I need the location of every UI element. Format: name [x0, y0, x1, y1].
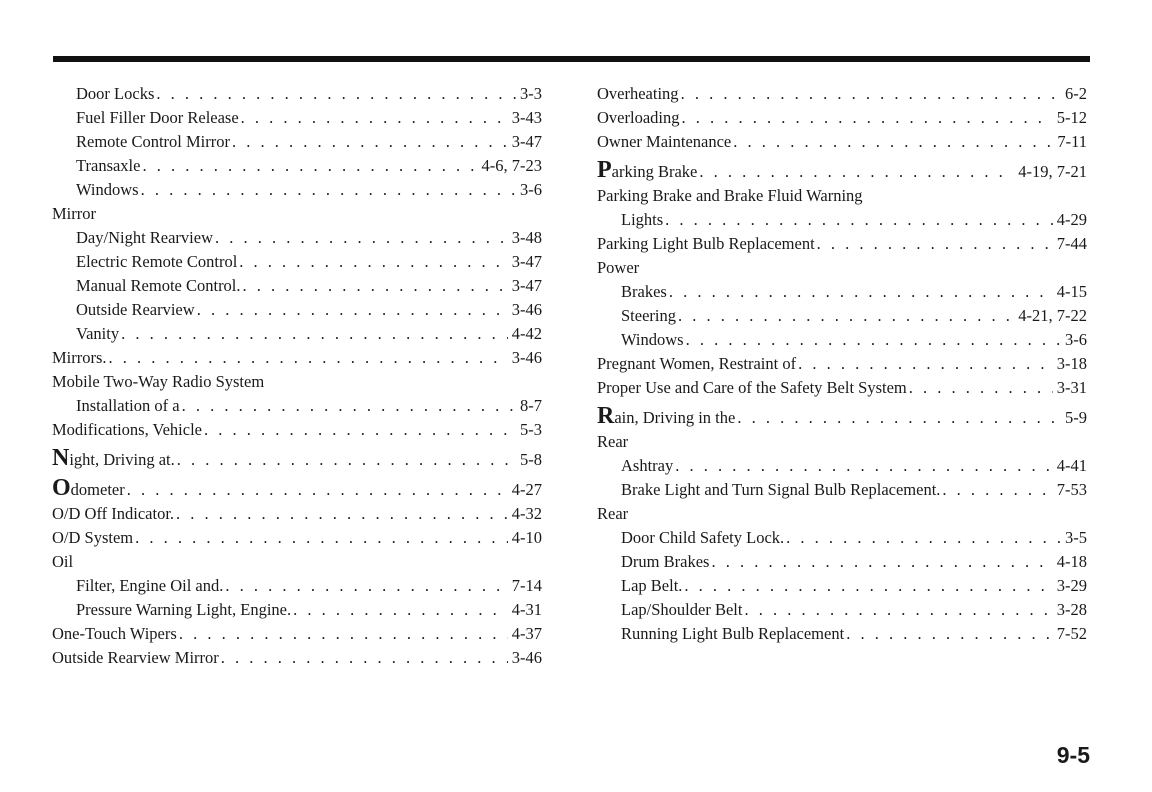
entry-term: Pressure Warning Light, Engine.: [76, 600, 292, 619]
index-heading-rear: Rear: [597, 432, 629, 451]
entry-term-rest: dometer: [70, 480, 125, 499]
entry-term: Windows: [76, 180, 139, 199]
entry-page: 4-31: [511, 600, 542, 619]
dot-leader: [107, 346, 508, 370]
entry-term: Fuel Filler Door Release: [76, 108, 239, 127]
entry-page: 7-44: [1056, 234, 1087, 253]
entry-term: Manual Remote Control.: [76, 276, 241, 295]
index-entry-od-system: [52, 526, 542, 550]
index-heading-mobile-radio: Mobile Two-Way Radio System: [52, 372, 265, 391]
index-entry-door-child: [597, 526, 1087, 550]
index-entry-transaxle: [52, 154, 542, 178]
entry-page: 3-47: [511, 132, 542, 151]
dot-leader: [241, 274, 508, 298]
index-entry-pregnant: [597, 352, 1087, 376]
entry-page: 7-53: [1056, 480, 1087, 499]
entry-term: Day/Night Rearview: [76, 228, 214, 247]
entry-term-rest: ight, Driving at.: [69, 450, 175, 469]
entry-page: 4-32: [511, 504, 542, 523]
index-entry-parking-light-bulb: [597, 232, 1087, 256]
dot-leader: [154, 82, 516, 106]
entry-term: Proper Use and Care of the Safety Belt System: [597, 378, 907, 397]
entry-page: 3-18: [1056, 354, 1087, 373]
entry-page: 3-28: [1056, 600, 1087, 619]
entry-term: Lap/Shoulder Belt: [621, 600, 743, 619]
entry-page: 4-29: [1056, 210, 1087, 229]
dot-leader: [679, 82, 1061, 106]
index-column-right: [597, 82, 1087, 646]
index-entry-lights: [597, 208, 1087, 232]
entry-term: Lap Belt.: [621, 576, 683, 595]
section-letter: O: [52, 475, 71, 501]
entry-page: 3-46: [511, 348, 542, 367]
entry-term: Electric Remote Control: [76, 252, 238, 271]
index-entry-remote-mirror: [52, 130, 542, 154]
entry-term-rest: arking Brake: [611, 162, 698, 181]
section-letter: R: [597, 403, 615, 429]
index-entry-rain: [597, 403, 1087, 430]
entry-page: 3-47: [511, 276, 542, 295]
index-entry-brakes: [597, 280, 1087, 304]
dot-leader: [230, 130, 508, 154]
dot-leader: [709, 550, 1052, 574]
entry-term: Windows: [621, 330, 684, 349]
index-entry-pressure-warning: [52, 598, 542, 622]
entry-term: Mirrors.: [52, 348, 107, 367]
index-entry-windows: [52, 178, 542, 202]
index-entry-installation: [52, 394, 542, 418]
index-entry-overloading: [597, 106, 1087, 130]
entry-term: Brake Light and Turn Signal Bulb Replacement.: [621, 480, 941, 499]
dot-leader: [679, 106, 1052, 130]
index-entry-overheating: [597, 82, 1087, 106]
dot-leader: [219, 646, 508, 670]
entry-term: [52, 445, 175, 472]
index-entry-vanity: [52, 322, 542, 346]
section-letter: N: [52, 445, 70, 471]
dot-leader: [177, 622, 508, 646]
index-entry-owner-maintenance: [597, 130, 1087, 154]
entry-page: 3-46: [511, 648, 542, 667]
index-entry-lap-belt: [597, 574, 1087, 598]
entry-page: 4-6, 7-23: [481, 156, 542, 175]
entry-page: 3-5: [1065, 528, 1087, 547]
entry-page: 7-11: [1057, 132, 1087, 151]
dot-leader: [119, 322, 508, 346]
dot-leader: [223, 574, 507, 598]
entry-page: 5-8: [520, 450, 542, 469]
entry-term: Overheating: [597, 84, 679, 103]
index-heading-parking-fluid: Parking Brake and Brake Fluid Warning: [597, 186, 863, 205]
index-column-left: [52, 82, 542, 670]
dot-leader: [239, 106, 508, 130]
section-letter: P: [597, 157, 612, 183]
entry-term: Parking Light Bulb Replacement: [597, 234, 815, 253]
dot-leader: [125, 478, 508, 502]
index-entry-modifications: [52, 418, 542, 442]
entry-page: 7-52: [1056, 624, 1087, 643]
entry-term: Brakes: [621, 282, 667, 301]
dot-leader: [174, 502, 508, 526]
dot-leader: [735, 406, 1061, 430]
index-entry-lap-shoulder: [597, 598, 1087, 622]
entry-page: 3-6: [1065, 330, 1087, 349]
index-entry-mirrors: [52, 346, 542, 370]
index-entry-brake-light: [597, 478, 1087, 502]
entry-page: 4-10: [511, 528, 542, 547]
dot-leader: [673, 454, 1053, 478]
entry-page: 4-42: [511, 324, 542, 343]
entry-page: 4-21, 7-22: [1018, 306, 1087, 325]
entry-term: Filter, Engine Oil and.: [76, 576, 224, 595]
entry-term: Overloading: [597, 108, 680, 127]
index-entry-steering: [597, 304, 1087, 328]
dot-leader: [291, 598, 508, 622]
entry-page: 5-12: [1056, 108, 1087, 127]
entry-term: Installation of a: [76, 396, 180, 415]
index-entry-one-touch: [52, 622, 542, 646]
entry-term: Outside Rearview Mirror: [52, 648, 219, 667]
entry-page: 3-3: [520, 84, 542, 103]
entry-page: 3-31: [1056, 378, 1087, 397]
index-entry-proper-use: [597, 376, 1087, 400]
entry-term: O/D Off Indicator.: [52, 504, 175, 523]
index-heading-mirror: Mirror: [52, 204, 96, 223]
index-entry-power-windows: [597, 328, 1087, 352]
entry-page: 3-46: [511, 300, 542, 319]
dot-leader: [180, 394, 516, 418]
index-entry-ashtray: [597, 454, 1087, 478]
index-entry-fuel-filler: [52, 106, 542, 130]
entry-page: 3-47: [511, 252, 542, 271]
dot-leader: [796, 352, 1053, 376]
dot-leader: [237, 250, 507, 274]
dot-leader: [139, 178, 516, 202]
dot-leader: [940, 478, 1052, 502]
entry-page: 5-3: [520, 420, 542, 439]
entry-term: Transaxle: [76, 156, 141, 175]
index-entry-od-off: [52, 502, 542, 526]
dot-leader: [140, 154, 477, 178]
entry-term: Door Child Safety Lock.: [621, 528, 785, 547]
dot-leader: [684, 328, 1061, 352]
dot-leader: [682, 574, 1052, 598]
dot-leader: [731, 130, 1053, 154]
entry-page: 3-43: [511, 108, 542, 127]
dot-leader: [844, 622, 1053, 646]
entry-page: 7-14: [511, 576, 542, 595]
entry-term: Ashtray: [621, 456, 674, 475]
index-entry-outside-rearview: [52, 298, 542, 322]
entry-page: 4-15: [1056, 282, 1087, 301]
entry-page: 4-27: [511, 480, 542, 499]
index-entry-day-night: [52, 226, 542, 250]
entry-term: Pregnant Women, Restraint of: [597, 354, 797, 373]
index-entry-odometer: [52, 475, 542, 502]
index-heading-oil: Oil: [52, 552, 74, 571]
entry-term: [597, 403, 736, 430]
dot-leader: [213, 226, 508, 250]
dot-leader: [676, 304, 1014, 328]
entry-term-rest: ain, Driving in the: [614, 408, 736, 427]
entry-term: [52, 475, 125, 502]
index-entry-electric-remote: [52, 250, 542, 274]
entry-term: Remote Control Mirror: [76, 132, 230, 151]
index-entry-manual-remote: [52, 274, 542, 298]
index-heading-power: Power: [597, 258, 640, 277]
entry-term: One-Touch Wipers: [52, 624, 177, 643]
dot-leader: [133, 526, 508, 550]
entry-term: Running Light Bulb Replacement: [621, 624, 845, 643]
entry-page: 3-29: [1056, 576, 1087, 595]
index-entry-door-locks: [52, 82, 542, 106]
dot-leader: [815, 232, 1053, 256]
entry-page: 4-37: [511, 624, 542, 643]
dot-leader: [195, 298, 508, 322]
entry-term: Lights: [621, 210, 664, 229]
entry-term: Owner Maintenance: [597, 132, 732, 151]
header-rule: [53, 56, 1090, 62]
entry-page: 4-18: [1056, 552, 1087, 571]
entry-page: 3-6: [520, 180, 542, 199]
page-number: 9-5: [1056, 742, 1090, 768]
entry-term: Door Locks: [76, 84, 155, 103]
entry-term: Drum Brakes: [621, 552, 710, 571]
entry-page: 4-19, 7-21: [1018, 162, 1087, 181]
entry-page: 4-41: [1056, 456, 1087, 475]
index-entry-night: [52, 445, 542, 472]
dot-leader: [742, 598, 1052, 622]
index-heading-rear: Rear: [597, 504, 629, 523]
entry-page: 5-9: [1065, 408, 1087, 427]
dot-leader: [667, 280, 1053, 304]
entry-term: Steering: [621, 306, 676, 325]
entry-page: 6-2: [1065, 84, 1087, 103]
entry-term: Modifications, Vehicle: [52, 420, 202, 439]
entry-page: 8-7: [520, 396, 542, 415]
entry-term: Outside Rearview: [76, 300, 195, 319]
index-entry-drum-brakes: [597, 550, 1087, 574]
index-entry-outside-mirror: [52, 646, 542, 670]
entry-page: 3-48: [511, 228, 542, 247]
dot-leader: [202, 418, 516, 442]
entry-term: [597, 157, 698, 184]
dot-leader: [784, 526, 1061, 550]
index-entry-parking-brake: [597, 157, 1087, 184]
dot-leader: [697, 160, 1014, 184]
entry-term: Vanity: [76, 324, 120, 343]
dot-leader: [663, 208, 1053, 232]
index-entry-running-light: [597, 622, 1087, 646]
entry-term: O/D System: [52, 528, 134, 547]
dot-leader: [907, 376, 1053, 400]
index-entry-filter-oil: [52, 574, 542, 598]
dot-leader: [175, 448, 516, 472]
